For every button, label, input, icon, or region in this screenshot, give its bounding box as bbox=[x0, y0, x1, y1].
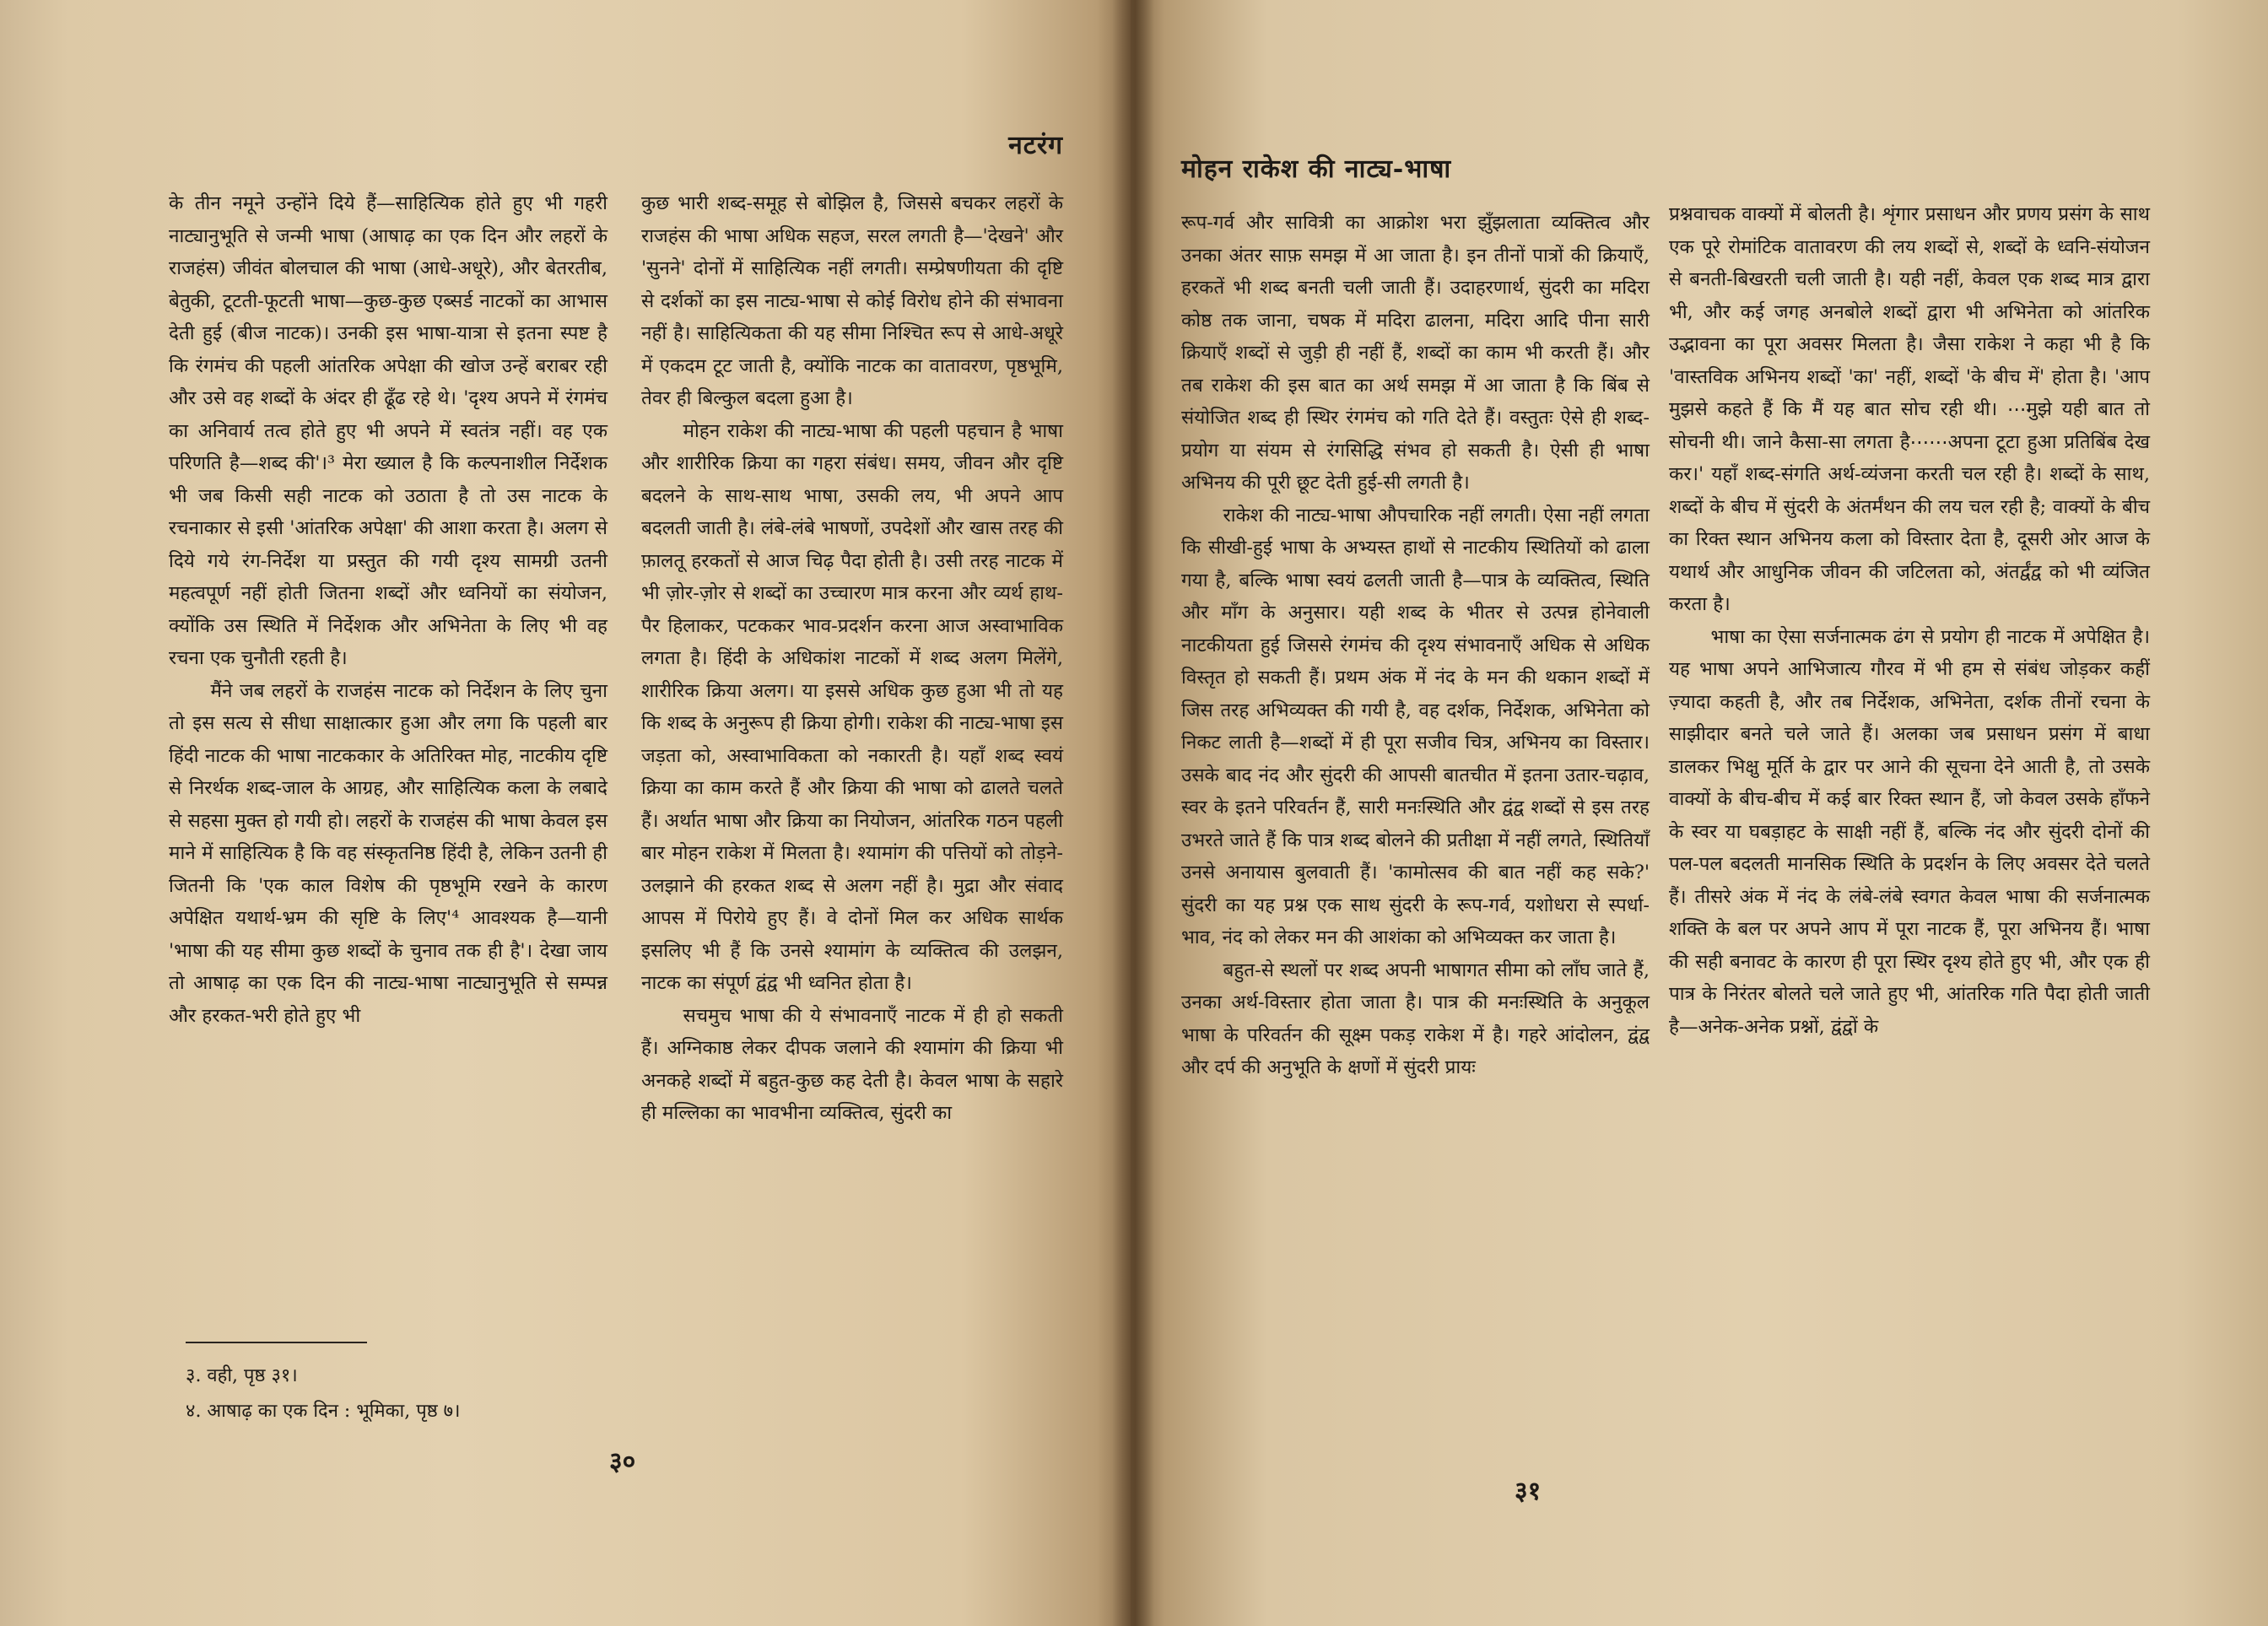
text-column-1 bbox=[1181, 207, 1650, 1456]
left-page bbox=[0, 0, 1131, 1626]
footnotes bbox=[186, 1359, 591, 1429]
text-column-2 bbox=[641, 187, 1063, 1419]
paragraph: भाषा का ऐसा सर्जनात्मक ढंग से प्रयोग ही नाटक में अपेक्षित है। यह भाषा अपने आभिजात्य गौरव में भी हम से संबंध जोड़कर कहीं ज़्यादा कहती है, और तब निर्देशक, अभिनेता, दर्शक तीनों रचना के साझीदार बनते चले जाते हैं। अलका जब प्रसाधन प्रसंग में बाधा डालकर भिक्षु मूर्ति के द्वार पर आने की सूचना देने आती है, तो उसके वाक्यों के बीच-बीच में कई बार रिक्त स्थान हैं, जो केवल उसके हाँफने के स्वर या घबड़ाहट के साक्षी नहीं हैं, बल्कि नंद और सुंदरी दोनों की पल-पल बदलती मानसिक स्थिति के प्रदर्शन के लिए अवसर देते चलते हैं। तीसरे अंक में नंद के लंबे-लंबे स्वगत केवल भाषा की सर्जनात्मक शक्ति के बल पर अपने आप में पूरा नाटक हैं, पूरा अभिनय हैं। भाषा की सही बनावट के कारण ही पूरा स्थिर दृश्य होते हुए भी, और एक ही पात्र के निरंतर बोलते चले जाते हुए भी, आंतरिक गति पैदा होती जाती है—अनेक-अनेक प्रश्नों, द्वंद्वों के bbox=[1669, 625, 2150, 1038]
right-page bbox=[1131, 0, 2268, 1626]
paragraph: सचमुच भाषा की ये संभावनाएँ नाटक में ही हो सकती हैं। अग्निकाष्ठ लेकर दीपक जलाने की श्यामांग की क्रिया भी अनकहे शब्दों में बहुत-कुछ कह देती है। केवल भाषा के सहारे ही मल्लिका का भावभीना व्यक्तित्व, सुंदरी का bbox=[641, 1004, 1063, 1124]
paragraph: रूप-गर्व और सावित्री का आक्रोश भरा झुँझलाता व्यक्तित्व और उनका अंतर साफ़ समझ में आ जाता है। इन तीनों पात्रों की क्रियाएँ, हरकतें भी शब्द बनती चली जाती हैं। उदाहरणार्थ, सुंदरी का मदिरा कोष्ठ तक जाना, चषक में मदिरा ढालना, मदिरा आदि पीना सारी क्रियाएँ शब्दों से जुड़ी ही नहीं हैं, शब्दों का काम भी करती हैं। और तब राकेश की इस बात का अर्थ समझ में आ जाता है कि बिंब से संयोजित शब्द ही स्थिर रंगमंच को गति देते हैं। वस्तुतः ऐसे ही शब्द-प्रयोग या संयम से रंगसिद्धि संभव हो सकती है। ऐसी ही भाषा अभिनय की पूरी छूट देती हुई-सी लगती है। bbox=[1181, 212, 1650, 494]
paragraph: कुछ भारी शब्द-समूह से बोझिल है, जिससे बचकर लहरों के राजहंस की भाषा अधिक सहज, सरल लगती है—'देखने' और 'सुनने' दोनों में साहित्यिक नहीं लगती। सम्प्रेषणीयता की दृष्टि से दर्शकों का इस नाट्य-भाषा से कोई विरोध होने की संभावना नहीं है। साहित्यिकता की यह सीमा निश्चित रूप से आधे-अधूरे में एकदम टूट जाती है, क्योंकि नाटक का वातावरण, पृष्ठभूमि, तेवर ही बिल्कुल बदला हुआ है। bbox=[641, 192, 1063, 409]
paragraph: के तीन नमूने उन्होंने दिये हैं—साहित्यिक होते हुए भी गहरी नाट्यानुभूति से जन्मी भाषा (आषाढ़ का एक दिन और लहरों के राजहंस) जीवंत बोलचाल की भाषा (आधे-अधूरे), और बेतरतीब, बेतुकी, टूटती-फूटती भाषा—कुछ-कुछ एब्सर्ड नाटकों का आभास देती हुई (बीज नाटक)। उनकी इस भाषा-यात्रा से इतना स्पष्ट है कि रंगमंच की पहली आंतरिक अपेक्षा की खोज उन्हें बराबर रही और उसे वह शब्दों के अंदर ही ढूँढ रहे थे। 'दृश्य अपने में रंगमंच का अनिवार्य तत्व होते हुए भी अपने में स्वतंत्र नहीं। वह एक परिणति है—शब्द की'।³ मेरा ख्याल है कि कल्पनाशील निर्देशक भी जब किसी सही नाटक को उठाता है तो उस नाटक के रचनाकार से इसी 'आंतरिक अपेक्षा' की आशा करता है। अलग से दिये गये रंग-निर्देश या प्रस्तुत की गयी दृश्य सामग्री उतनी महत्वपूर्ण नहीं होती जितना शब्दों और ध्वनियों का संयोजन, क्योंकि उस स्थिति में निर्देशक और अभिनेता के लिए भी वह रचना एक चुनौती रहती है। bbox=[169, 192, 608, 669]
page-number: ३१ bbox=[1515, 1477, 1542, 1506]
paragraph: राकेश की नाट्य-भाषा औपचारिक नहीं लगती। ऐसा नहीं लगता कि सीखी-हुई भाषा के अभ्यस्त हाथों से नाटकीय स्थितियों को ढाला गया है, बल्कि भाषा स्वयं ढलती जाती है—पात्र के व्यक्तित्व, स्थिति और माँग के अनुसार। यही शब्द के भीतर से उत्पन्न होनेवाली नाटकीयता हुई जिससे रंगमंच की दृश्य संभावनाएँ अधिक से अधिक विस्तृत हो सकती हैं। प्रथम अंक में नंद के मन की थकान शब्दों में जिस तरह अभिव्यक्त की गयी है, वह दर्शक, निर्देशक, अभिनेता को निकट लाती है—शब्दों में ही पूरा सजीव चित्र, अभिनय का विस्तार। उसके बाद नंद और सुंदरी की आपसी बातचीत में इतना उतार-चढ़ाव, स्वर के इतने परिवर्तन हैं, सारी मनःस्थिति और द्वंद्व शब्दों से इस तरह उभरते जाते हैं कि पात्र शब्द बोलने की प्रतीक्षा में नहीं लगते, स्थितियाँ उनसे अनायास बुलवाती हैं। 'कामोत्सव की बात नहीं कह सके?' सुंदरी का यह प्रश्न एक साथ सुंदरी के रूप-गर्व, यशोधरा से स्पर्धा-भाव, नंद को लेकर मन की आशंका को अभिव्यक्त कर जाता है। bbox=[1181, 504, 1650, 948]
paragraph: मोहन राकेश की नाट्य-भाषा की पहली पहचान है भाषा और शारीरिक क्रिया का गहरा संबंध। समय, जीवन और दृष्टि बदलने के साथ-साथ भाषा, उसकी लय, भी अपने आप बदलती जाती है। लंबे-लंबे भाषणों, उपदेशों और खास तरह की फ़ालतू हरकतों से आज चिढ़ पैदा होती है। उसी तरह नाटक में भी ज़ोर-ज़ोर से शब्दों का उच्चारण मात्र करना और व्यर्थ हाथ-पैर हिलाकर, पटककर भाव-प्रदर्शन करना आज अस्वाभाविक लगता है। हिंदी के अधिकांश नाटकों में शब्द अलग मिलेंगे, शारीरिक क्रिया अलग। या इससे अधिक कुछ हुआ भी तो यह कि शब्द के अनुरूप ही क्रिया होगी। राकेश की नाट्य-भाषा इस जड़ता को, अस्वाभाविकता को नकारती है। यहाँ शब्द स्वयं क्रिया का काम करते हैं और क्रिया की भाषा को ढालते चलते हैं। अर्थात भाषा और क्रिया का नियोजन, आंतरिक गठन पहली बार मोहन राकेश में मिलता है। श्यामांग की पत्तियों को तोड़ने-उलझाने की हरकत शब्द से अलग नहीं है। मुद्रा और संवाद आपस में पिरोये हुए हैं। वे दोनों मिल कर अधिक सार्थक इसलिए भी हैं कि उनसे श्यामांग के व्यक्तित्व की उलझन, नाटक का संपूर्ण द्वंद्व भी ध्वनित होता है। bbox=[641, 419, 1063, 994]
paragraph: प्रश्नवाचक वाक्यों में बोलती है। शृंगार प्रसाधन और प्रणय प्रसंग के साथ एक पूरे रोमांटिक वातावरण की लय शब्दों से, शब्दों के ध्वनि-संयोजन से बनती-बिखरती चली जाती है। यही नहीं, केवल एक शब्द मात्र द्वारा भी, और कई जगह अनबोले शब्दों द्वारा भी अभिनेता को आंतरिक उद्भावना का पूरा अवसर मिलता है। जैसा राकेश ने कहा भी है कि 'वास्तविक अभिनय शब्दों 'का' नहीं, शब्दों 'के बीच में' होता है। 'आप मुझसे कहते हैं कि मैं यह बात सोच रही थी। ⋯मुझे यही बात तो सोचनी थी। जाने कैसा-सा लगता है⋯⋯अपना टूटा हुआ प्रतिबिंब देख कर।' यहाँ शब्द-संगति अर्थ-व्यंजना करती चल रही है। शब्दों के साथ, शब्दों के बीच में सुंदरी के अंतर्मंथन की लय चल रही है; वाक्यों के बीच का रिक्त स्थान अभिनय कला को विस्तार देता है, दूसरी ओर आज के यथार्थ और आधुनिक जीवन की जटिलता को, अंतर्द्वंद्व को भी व्यंजित करता है। bbox=[1669, 203, 2150, 615]
footnote: ४. आषाढ़ का एक दिन : भूमिका, पृष्ठ ७। bbox=[186, 1401, 461, 1422]
text-column-1 bbox=[169, 187, 608, 1335]
paragraph: मैंने जब लहरों के राजहंस नाटक को निर्देशन के लिए चुना तो इस सत्य से सीधा साक्षात्कार हुआ और लगा कि पहली बार हिंदी नाटक की भाषा नाटककार के अतिरिक्त मोह, नाटकीय दृष्टि से निरर्थक शब्द-जाल के आग्रह, और साहित्यिक कला के लबादे से सहसा मुक्त हो गयी हो। लहरों के राजहंस की भाषा केवल इस माने में साहित्यिक है कि वह संस्कृतनिष्ठ हिंदी है, लेकिन उतनी ही जितनी कि 'एक काल विशेष की पृष्ठभूमि रखने के कारण अपेक्षित यथार्थ-भ्रम की सृष्टि के लिए'⁴ आवश्यक है—यानी 'भाषा की यह सीमा कुछ शब्दों के चुनाव तक ही है'। देखा जाय तो आषाढ़ का एक दिन की नाट्य-भाषा नाट्यानुभूति से सम्पन्न और हरकत-भरी होते हुए भी bbox=[169, 679, 608, 1027]
paragraph: बहुत-से स्थलों पर शब्द अपनी भाषागत सीमा को लाँघ जाते हैं, उनका अर्थ-विस्तार होता जाता है। पात्र की मनःस्थिति के अनुकूल भाषा के परिवर्तन की सूक्ष्म पकड़ राकेश में है। गहरे आंदोलन, द्वंद्व और दर्प की अनुभूति के क्षणों में सुंदरी प्रायः bbox=[1181, 959, 1650, 1078]
running-head: नटरंग bbox=[1008, 131, 1063, 160]
page-number: ३० bbox=[609, 1447, 636, 1477]
footnote-rule bbox=[186, 1342, 367, 1343]
running-head: मोहन राकेश की नाट्य-भाषा bbox=[1181, 154, 1452, 184]
footnote: ३. वही, पृष्ठ ३१। bbox=[186, 1365, 298, 1386]
text-column-2 bbox=[1669, 198, 2150, 1447]
